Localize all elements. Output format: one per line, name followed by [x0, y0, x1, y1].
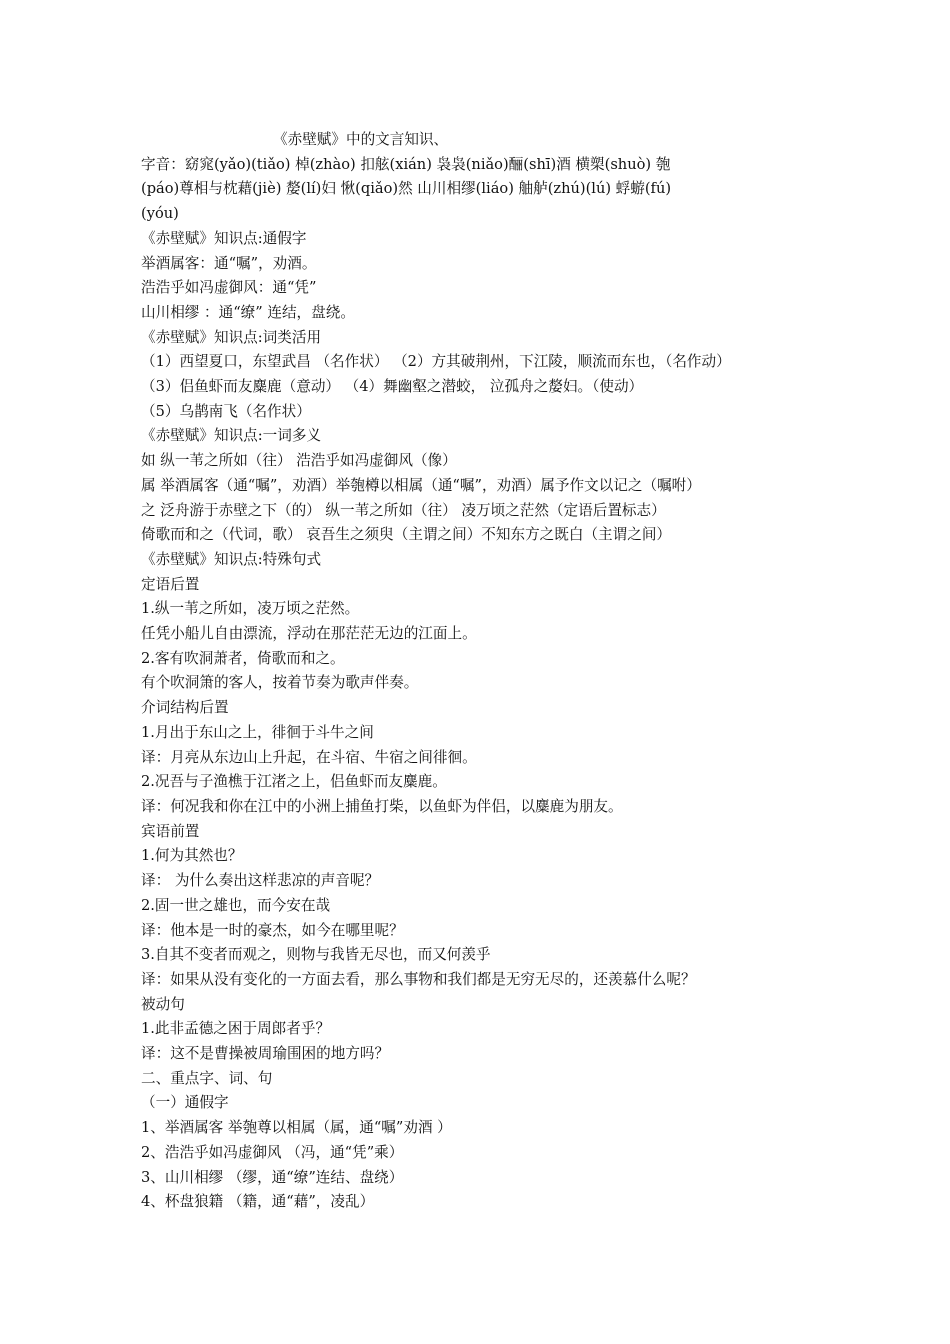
section-heading: 《赤壁赋》知识点:词类活用: [141, 328, 322, 346]
text-line: 举酒属客：通“嘱”，劝酒。: [141, 254, 317, 272]
subsection-heading: 被动句: [141, 995, 185, 1013]
text-line: 3、山川相缪 （缪，通“缭”连结、盘绕）: [141, 1168, 404, 1186]
text-line: 4、杯盘狼籍 （籍，通“藉”，凌乱）: [141, 1193, 375, 1211]
text-line: 有个吹洞箫的客人，按着节奏为歌声伴奏。: [141, 674, 419, 692]
text-line: 3.自其不变者而观之，则物与我皆无尽也，而又何羡乎: [141, 946, 491, 964]
section-heading: 《赤壁赋》知识点:通假字: [141, 229, 307, 247]
text-line: 译：这不是曹操被周瑜围困的地方吗？: [141, 1045, 390, 1063]
text-line: （3）侣鱼虾而友麋鹿（意动） （4）舞幽壑之潜蛟， 泣孤舟之嫠妇。（使动）: [141, 378, 644, 396]
text-line: 译：月亮从东边山上升起，在斗宿、牛宿之间徘徊。: [141, 748, 477, 766]
text-line: 译：他本是一时的豪杰，如今在哪里呢？: [141, 921, 404, 939]
subsection-heading: （一）通假字: [141, 1094, 229, 1112]
text-line: 2.况吾与子渔樵于江渚之上，侣鱼虾而友麋鹿。: [141, 773, 447, 791]
text-line: 译：如果从没有变化的一方面去看，那么事物和我们都是无穷无尽的，还羡慕什么呢？: [141, 970, 696, 988]
text-line: 任凭小船儿自由漂流，浮动在那茫茫无边的江面上。: [141, 625, 477, 643]
text-line: （1）西望夏口，东望武昌 （名作状） （2）方其破荆州，下江陵，顺流而东也，（名作动）: [141, 353, 731, 371]
subsection-heading: 介词结构后置: [141, 699, 229, 717]
text-line: 1.此非孟德之困于周郎者乎？: [141, 1020, 331, 1038]
text-line: 字音：窈窕(yǎo)(tiǎo) 棹(zhào) 扣舷(xián) 袅袅(niǎo)酾(shī)酒 横槊(shuò) 匏: [141, 155, 671, 173]
text-line: 2、浩浩乎如冯虚御风 （冯，通“凭”乘）: [141, 1143, 404, 1161]
text-line: 属 举酒属客（通“嘱”，劝酒）举匏樽以相属（通“嘱”，劝酒）属予作文以记之（嘱咐）: [141, 476, 701, 494]
document-title: 《赤壁赋》中的文言知识、: [273, 131, 449, 148]
text-line: 2.固一世之雄也，而今安在哉: [141, 896, 331, 914]
text-line: 1、举酒属客 举匏尊以相属（属，通“嘱”劝酒 ）: [141, 1119, 452, 1137]
text-line: 山川相缪 ：通“缭” 连结，盘绕。: [141, 303, 355, 321]
text-line: (páo)尊相与枕藉(jiè) 嫠(lí)妇 愀(qiǎo)然 山川相缪(liáo) 舳舻(zhú)(lú) 蜉蝣(fú): [141, 180, 672, 198]
text-line: 之 泛舟游于赤壁之下（的） 纵一苇之所如（往） 凌万顷之茫然（定语后置标志）: [141, 501, 666, 519]
text-line: 倚歌而和之（代词，歌） 哀吾生之须臾（主谓之间）不知东方之既白（主谓之间）: [141, 526, 672, 544]
text-line: (yóu): [141, 205, 179, 223]
text-line: 如 纵一苇之所如（往） 浩浩乎如冯虚御风（像）: [141, 452, 457, 470]
text-line: 2.客有吹洞萧者，倚歌而和之。: [141, 649, 345, 667]
text-line: 浩浩乎如冯虚御风：通“凭”: [141, 279, 317, 297]
text-line: 译：何况我和你在江中的小洲上捕鱼打柴，以鱼虾为伴侣，以麋鹿为朋友。: [141, 797, 623, 815]
subsection-heading: 宾语前置: [141, 822, 200, 840]
subsection-heading: 定语后置: [141, 575, 200, 593]
text-line: 1.纵一苇之所如，凌万顷之茫然。: [141, 600, 360, 618]
text-line: 1.何为其然也？: [141, 847, 243, 865]
section-heading: 二、重点字、词、句: [141, 1069, 273, 1087]
text-line: 译： 为什么奏出这样悲凉的声音呢？: [141, 872, 380, 890]
document-body: [141, 128, 821, 1215]
text-line: 1.月出于东山之上，徘徊于斗牛之间: [141, 723, 374, 741]
section-heading: 《赤壁赋》知识点:一词多义: [141, 427, 322, 445]
text-line: （5）乌鹊南飞（名作状）: [141, 402, 311, 420]
section-heading: 《赤壁赋》知识点:特殊句式: [141, 550, 322, 568]
